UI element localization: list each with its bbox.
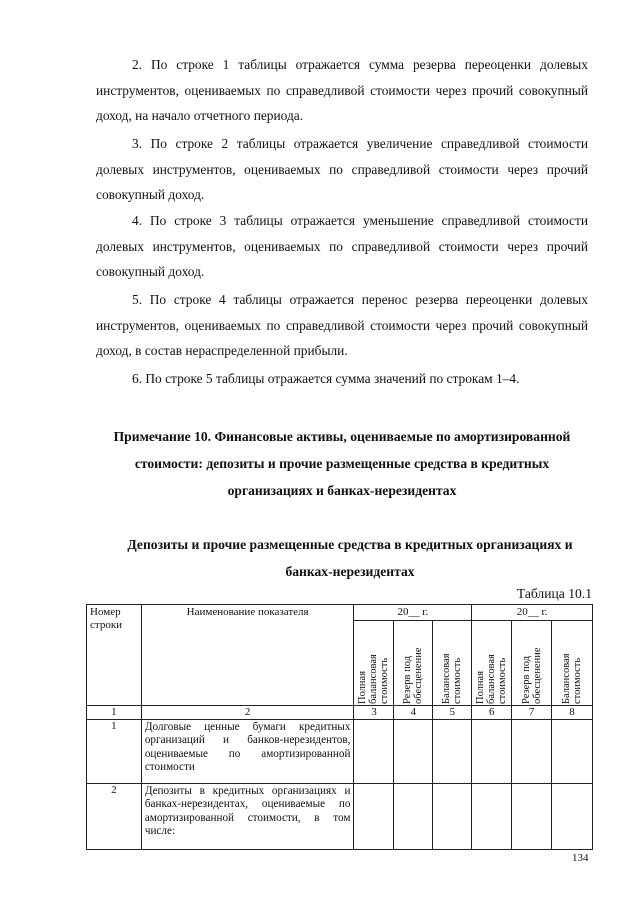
subheader-net-1: Балансовая стоимость: [433, 621, 472, 706]
row-name: Долговые ценные бумаги кредитных организаций и банков-нерезидентов, оцениваемые по амортизированной стоимости: [141, 720, 354, 784]
paragraph-5: 5. По строке 4 таблицы отражается перенос резерва переоценки долевых инструментов, оцениваемых по справедливой стоимости через прочий совокупный доход, в состав нераспределенной прибыли.: [96, 292, 588, 358]
column-number: 7: [512, 706, 552, 720]
subheader-gross-2: Полная балансовая стоимость: [472, 621, 512, 706]
value-cell: [552, 720, 593, 784]
value-cell: [354, 784, 394, 850]
page-number: 134: [572, 852, 589, 864]
table-row: [87, 784, 593, 850]
value-cell: [354, 720, 394, 784]
paragraph-6: 6. По строке 5 таблицы отражается сумма значений по строкам 1–4.: [132, 371, 520, 386]
header-indicator: Наименование показателя: [141, 605, 354, 706]
column-number: 3: [354, 706, 394, 720]
paragraph-3: 3. По строке 2 таблицы отражается увеличение справедливой стоимости долевых инструментов, оцениваемых по справедливой стоимости через прочий совокупный доход.: [96, 136, 588, 202]
value-cell: [552, 784, 593, 850]
value-cell: [433, 720, 472, 784]
table-caption: Таблица 10.1: [516, 586, 592, 601]
value-cell: [512, 720, 552, 784]
column-number-row: [87, 706, 593, 720]
paragraph-2: 2. По строке 1 таблицы отражается сумма резерва переоценки долевых инструментов, оцениваемых по справедливой стоимости через прочий совокупный доход, на начало отчетного периода.: [96, 57, 588, 123]
column-number: 1: [87, 706, 142, 720]
subheader-reserve-1: Резерв под обесценение: [394, 621, 433, 706]
value-cell: [433, 784, 472, 850]
header-year-2: 20__ г.: [472, 605, 593, 621]
subheader-net-2: Балансовая стоимость: [552, 621, 593, 706]
column-number: 8: [552, 706, 593, 720]
column-number: 2: [141, 706, 354, 720]
header-row-number: Номер строки: [87, 605, 142, 706]
value-cell: [394, 784, 433, 850]
value-cell: [472, 784, 512, 850]
subheader-reserve-2: Резерв под обесценение: [512, 621, 552, 706]
column-number: 5: [433, 706, 472, 720]
note-heading: Примечание 10. Финансовые активы, оцениваемые по амортизированной стоимости: депозиты и прочие размещенные средства в кредитных организациях и банках-нерезидентах: [113, 429, 571, 498]
data-table: [86, 604, 593, 850]
subheader-gross-1: Полная балансовая стоимость: [354, 621, 394, 706]
column-number: 6: [472, 706, 512, 720]
row-number: 2: [87, 784, 142, 850]
row-number: 1: [87, 720, 142, 784]
column-number: 4: [394, 706, 433, 720]
paragraph-4: 4. По строке 3 таблицы отражается уменьшение справедливой стоимости долевых инструментов, оцениваемых по справедливой стоимости через прочий совокупный доход.: [96, 213, 588, 279]
table-heading: Депозиты и прочие размещенные средства в кредитных организациях и банках-нерезидентах: [127, 537, 573, 579]
value-cell: [512, 784, 552, 850]
value-cell: [472, 720, 512, 784]
header-year-1: 20__ г.: [354, 605, 472, 621]
value-cell: [394, 720, 433, 784]
row-name: Депозиты в кредитных организациях и банках-нерезидентах, оцениваемые по амортизированной стоимости, в том числе:: [141, 784, 354, 850]
table-row: [87, 720, 593, 784]
